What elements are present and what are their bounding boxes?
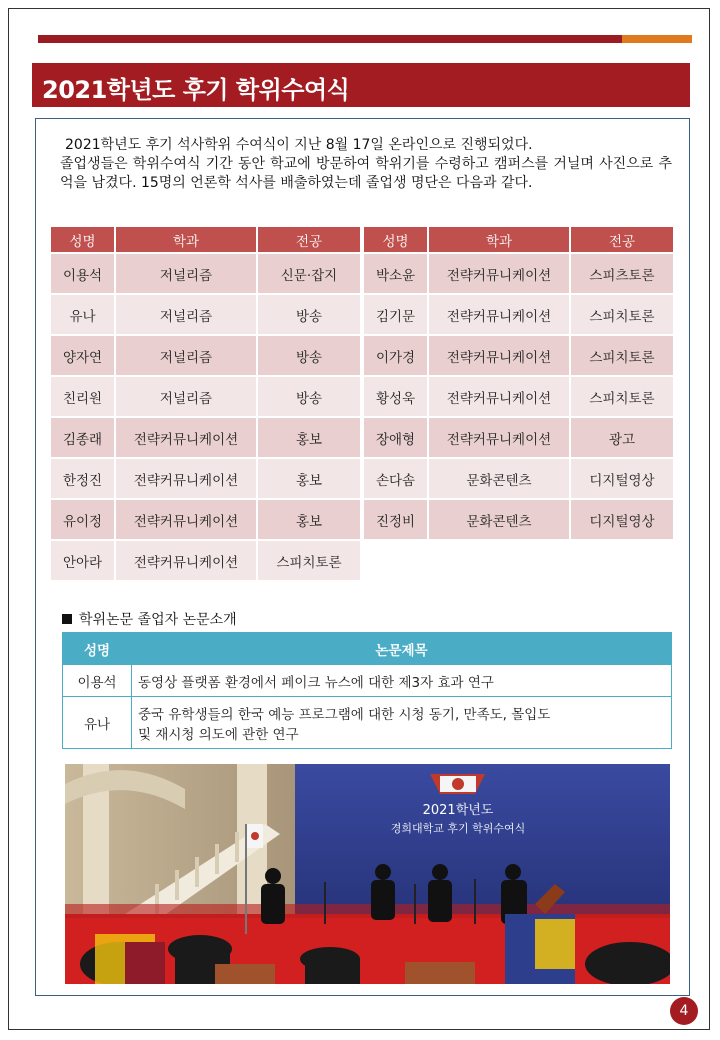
header-major: 전공 — [258, 227, 360, 252]
table-row — [364, 500, 673, 539]
graduate-department: 전략커뮤니케이션 — [429, 377, 569, 416]
top-accent-bar — [38, 35, 622, 43]
graduate-name: 이용석 — [51, 254, 114, 293]
graduate-department: 저널리즘 — [116, 254, 256, 293]
photo-banner-year: 2021학년도 — [422, 803, 494, 818]
table-row — [51, 500, 360, 539]
graduate-major: 홍보 — [258, 459, 360, 498]
graduate-major: 스피치토론 — [571, 336, 673, 375]
graduate-name: 친리원 — [51, 377, 114, 416]
graduate-major: 방송 — [258, 295, 360, 334]
thesis-table — [62, 632, 672, 749]
graduate-major: 스피치토론 — [258, 541, 360, 580]
intro-line-1: 2021학년도 후기 석사학위 수여식이 지난 8월 17일 온라인으로 진행되었다. — [65, 137, 533, 153]
graduates-table-right — [362, 225, 675, 541]
graduate-major: 스피츠토론 — [571, 254, 673, 293]
table-row — [51, 336, 360, 375]
intro-line-2: 졸업생들은 학위수여식 기간 동안 학교에 방문하여 학위기를 수령하고 캠퍼스를 거닐며 사진으로 추억을 남겼다. 15명의 언론학 석사를 배출하였는데 졸업생 명단은 다음과 같다. — [60, 156, 672, 191]
graduate-name: 이가경 — [364, 336, 427, 375]
thesis-title-line: 및 재시청 의도에 관한 연구 — [138, 726, 299, 743]
header-department: 학과 — [429, 227, 569, 252]
graduate-name: 김종래 — [51, 418, 114, 457]
graduate-major: 방송 — [258, 377, 360, 416]
table-row — [364, 254, 673, 293]
graduate-department: 문화콘텐츠 — [429, 500, 569, 539]
graduate-department: 전략커뮤니케이션 — [429, 418, 569, 457]
graduate-name: 진정비 — [364, 500, 427, 539]
header-thesis-title: 논문제목 — [132, 633, 672, 665]
graduate-department: 전략커뮤니케이션 — [116, 541, 256, 580]
graduates-table-left — [49, 225, 362, 582]
thesis-author: 이용석 — [63, 665, 132, 697]
thesis-title — [132, 697, 672, 749]
page-number: 4 — [670, 997, 698, 1025]
thesis-section-heading — [62, 609, 237, 629]
table-row — [364, 336, 673, 375]
graduate-name: 안아라 — [51, 541, 114, 580]
top-accent-bar-orange — [622, 35, 692, 43]
page-title: 2021학년도 후기 학위수여식 — [42, 76, 350, 104]
graduate-name: 김기문 — [364, 295, 427, 334]
table-row — [51, 254, 360, 293]
graduate-name: 손다솜 — [364, 459, 427, 498]
title-banner — [32, 63, 690, 107]
graduate-department: 저널리즘 — [116, 336, 256, 375]
graduate-name: 양자연 — [51, 336, 114, 375]
graduate-major: 홍보 — [258, 500, 360, 539]
header-major: 전공 — [571, 227, 673, 252]
photo-banner-title: 경희대학교 후기 학위수여식 — [390, 822, 526, 835]
graduate-major: 방송 — [258, 336, 360, 375]
table-row — [63, 697, 672, 749]
thesis-title-line: 중국 유학생들의 한국 예능 프로그램에 대한 시청 동기, 만족도, 몰입도 — [138, 706, 551, 723]
thesis-title-line: 동영상 플랫폼 환경에서 페이크 뉴스에 대한 제3자 효과 연구 — [138, 674, 494, 691]
table-row — [364, 418, 673, 457]
graduate-major: 신문·잡지 — [258, 254, 360, 293]
graduate-department: 전략커뮤니케이션 — [429, 295, 569, 334]
graduate-major: 디지털영상 — [571, 500, 673, 539]
graduate-department: 전략커뮤니케이션 — [116, 500, 256, 539]
table-row — [63, 665, 672, 697]
thesis-heading-text: 학위논문 졸업자 논문소개 — [79, 612, 237, 628]
table-row — [51, 377, 360, 416]
graduate-name: 황성욱 — [364, 377, 427, 416]
graduate-major: 홍보 — [258, 418, 360, 457]
thesis-author: 유나 — [63, 697, 132, 749]
table-row — [51, 459, 360, 498]
header-name: 성명 — [63, 633, 132, 665]
graduate-name: 유이정 — [51, 500, 114, 539]
graduate-department: 전략커뮤니케이션 — [116, 459, 256, 498]
graduate-department: 저널리즘 — [116, 295, 256, 334]
header-department: 학과 — [116, 227, 256, 252]
graduate-name: 장애형 — [364, 418, 427, 457]
header-name: 성명 — [51, 227, 114, 252]
table-row — [51, 295, 360, 334]
table-row — [364, 295, 673, 334]
graduate-department: 전략커뮤니케이션 — [116, 418, 256, 457]
header-name: 성명 — [364, 227, 427, 252]
intro-paragraph — [60, 136, 672, 193]
thesis-title — [132, 665, 672, 697]
graduate-name: 한정진 — [51, 459, 114, 498]
graduate-name: 유나 — [51, 295, 114, 334]
graduate-major: 디지털영상 — [571, 459, 673, 498]
graduate-department: 저널리즘 — [116, 377, 256, 416]
graduate-department: 전략커뮤니케이션 — [429, 254, 569, 293]
table-row — [51, 418, 360, 457]
graduate-major: 광고 — [571, 418, 673, 457]
graduate-department: 문화콘텐츠 — [429, 459, 569, 498]
graduate-major: 스피치토론 — [571, 295, 673, 334]
graduate-name: 박소윤 — [364, 254, 427, 293]
table-row — [364, 459, 673, 498]
ceremony-photo — [65, 764, 670, 984]
graduate-department: 전략커뮤니케이션 — [429, 336, 569, 375]
graduate-major: 스피치토론 — [571, 377, 673, 416]
table-row — [51, 541, 360, 580]
square-bullet-icon — [62, 614, 72, 624]
table-row — [364, 377, 673, 416]
